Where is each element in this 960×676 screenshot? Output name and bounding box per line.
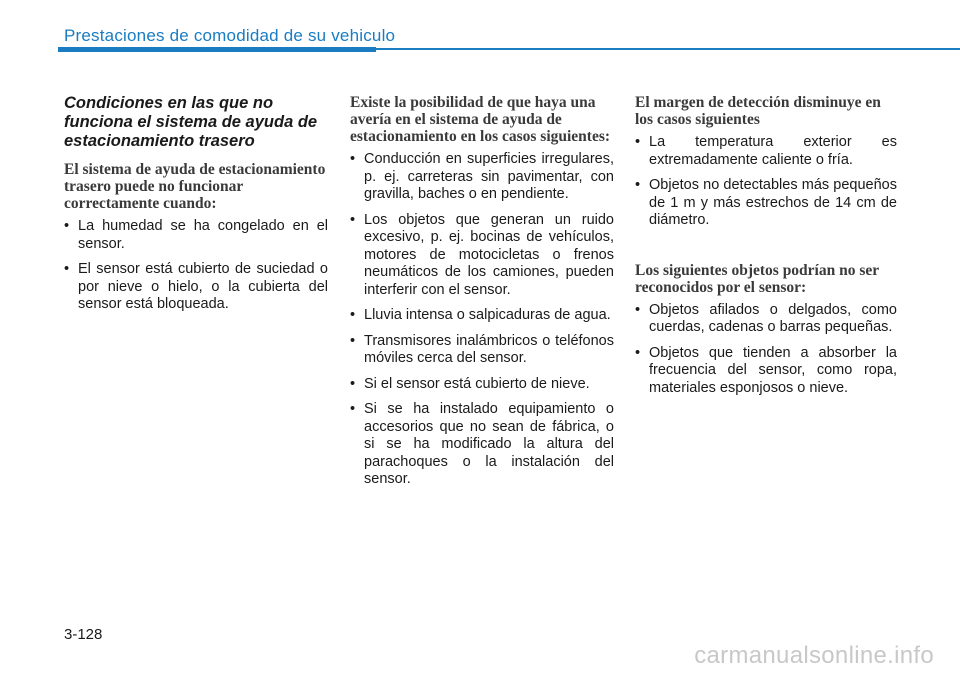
list-item: • La humedad se ha congelado en el sensor. xyxy=(64,218,328,253)
list-item: • El sensor está cubierto de suciedad o por nieve o hielo, o la cubierta del sensor está bloqueada. xyxy=(64,261,328,314)
conditions-heading: Condiciones en las que no funciona el sistema de ayuda de estacionamiento trasero xyxy=(64,94,318,150)
list-item: • Si se ha instalado equipamiento o accesorios que no sean de fábrica, o si se ha modificado la altura del parachoques o la instalación del sensor. xyxy=(350,401,614,489)
list-item: • Lluvia intensa o salpicaduras de agua. xyxy=(350,307,614,325)
section-title: Prestaciones de comodidad de su vehiculo xyxy=(64,26,396,45)
page-number: 3-128 xyxy=(64,626,103,643)
conditions-list xyxy=(64,218,328,314)
malfunction-list xyxy=(350,151,614,489)
detection-range-heading: El margen de detección disminuye en los casos siguientes xyxy=(635,94,881,128)
list-item: • Los objetos que generan un ruido excesivo, p. ej. bocinas de vehículos, motores de motocicletas o frenos neumáticos de los camiones, pueden interferir con el sensor. xyxy=(350,212,614,300)
list-item: • Conducción en superficies irregulares, p. ej. carreteras sin pavimentar, con gravilla, baches o en pendiente. xyxy=(350,151,614,204)
column-2 xyxy=(350,94,614,497)
list-item: • Objetos que tienden a absorber la frecuencia del sensor, como ropa, materiales esponjosos o nieve. xyxy=(635,345,897,398)
header-rule-thick xyxy=(58,47,376,52)
watermark: carmanualsonline.info xyxy=(694,642,934,669)
column-3 xyxy=(635,94,897,405)
header-rule-thin xyxy=(376,48,960,50)
list-item: • Objetos no detectables más pequeños de 1 m y más estrechos de 14 cm de diámetro. xyxy=(635,177,897,230)
column-1 xyxy=(64,94,328,322)
detection-range-list xyxy=(635,134,897,230)
malfunction-heading: Existe la posibilidad de que haya una avería en el sistema de ayuda de estacionamiento en los casos siguientes: xyxy=(350,94,611,145)
list-item: • Transmisores inalámbricos o teléfonos móviles cerca del sensor. xyxy=(350,333,614,368)
list-item: • Si el sensor está cubierto de nieve. xyxy=(350,376,614,394)
list-item: • Objetos afilados o delgados, como cuerdas, cadenas o barras pequeñas. xyxy=(635,302,897,337)
conditions-subheading: El sistema de ayuda de estacionamiento trasero puede no funcionar correctamente cuando: xyxy=(64,161,326,212)
list-item: • La temperatura exterior es extremadamente caliente o fría. xyxy=(635,134,897,169)
unrecognized-objects-heading: Los siguientes objetos podrían no ser reconocidos por el sensor: xyxy=(635,261,879,296)
unrecognized-objects-list xyxy=(635,302,897,398)
